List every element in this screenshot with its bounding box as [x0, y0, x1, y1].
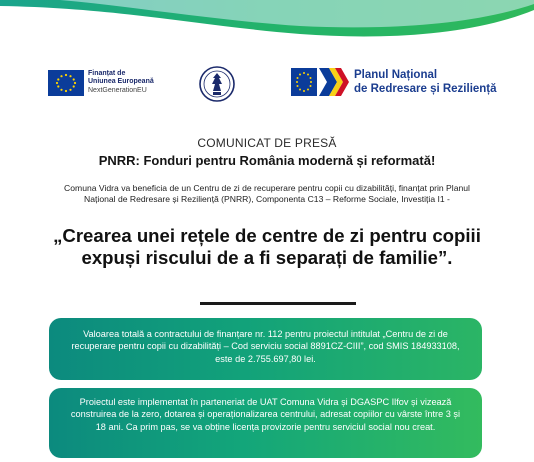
eu-line-3: NextGenerationEU: [88, 86, 147, 94]
pnrr-logo: [291, 66, 351, 98]
info-box-contract-value: [49, 318, 482, 380]
eu-funding-label: [88, 70, 154, 95]
pnrr-line-1: Planul Național: [354, 69, 438, 81]
eu-line-2: Uniunea Europeană: [88, 78, 154, 86]
government-seal-icon: [198, 64, 236, 104]
project-title: „Crearea unei rețele de centre de zi pentru copiii expuși riscului de a fi separați de familie”.: [53, 225, 481, 268]
press-release-label: COMUNICAT DE PRESĂ: [197, 136, 337, 150]
pnrr-title: [354, 68, 497, 96]
info-box-text: Valoarea totală a contractului de finanțare nr. 112 pentru proiectul intitulat „Centru de zi de recuperare pentru copii cu dizabilități – Cod serviciu social 8891CZ-CIII”, cod SMIS 184933108, este de 2.755.697,80 lei.: [71, 329, 460, 364]
pnrr-line-2: de Redresare și Reziliență: [354, 83, 497, 95]
info-box-partnership: [49, 388, 482, 458]
decorative-top-wave: [0, 0, 534, 40]
eu-flag-logo: [48, 70, 84, 96]
intro-paragraph: Comuna Vidra va beneficia de un Centru de zi de recuperare pentru copii cu dizabilități, finanțat prin Planul Național de Redresare și Reziliență (PNRR), Componenta C13 – Reforme Sociale, Investiția I1 -: [64, 183, 470, 204]
eu-line-1: Finanțat de: [88, 70, 126, 77]
info-box-text: Proiectul este implementat în parteneriat de UAT Comuna Vidra și DGASPC Ilfov și vizează construirea de la zero, dotarea și operaționalizarea centrului, adresat copiilor cu vârste între 3 și 18 ani. Ca prim pas, se va obține licența provizorie pentru serviciul social nou creat.: [70, 397, 461, 432]
headline: PNRR: Fonduri pentru România modernă și reformată!: [98, 153, 436, 168]
divider: [200, 302, 356, 305]
